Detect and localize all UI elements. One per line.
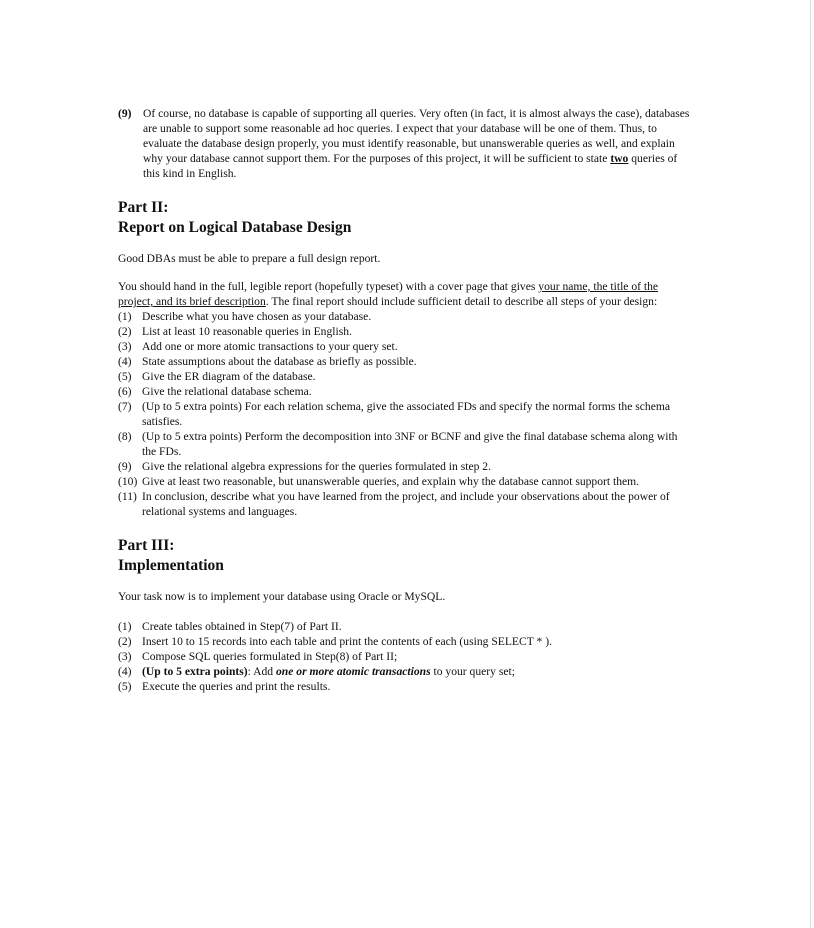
list-item-text: In conclusion, describe what you have learned from the project, and include your observations about the power of relational systems and languages. [142, 490, 670, 518]
list-item-number: (2) [118, 635, 132, 648]
list-item-text: Insert 10 to 15 records into each table and print the contents of each (using SELECT * ). [142, 635, 552, 648]
list-item-text-a: : Add [247, 665, 276, 678]
list-item [118, 399, 690, 429]
list-item [118, 354, 690, 369]
list-item [118, 649, 690, 664]
list-item [118, 489, 690, 519]
part-2-para-b: . The final report should include sufficient detail to describe all steps of your design: [265, 295, 658, 308]
list-item-number: (5) [118, 680, 132, 693]
list-item-text: Describe what you have chosen as your database. [142, 310, 372, 323]
part-2-title: Report on Logical Database Design [118, 219, 352, 236]
list-item-number: (3) [118, 340, 132, 353]
part-3-title: Implementation [118, 557, 224, 574]
list-item [118, 474, 690, 489]
extra-points-label: (Up to 5 extra points) [142, 665, 248, 678]
list-item [118, 309, 690, 324]
part-3-section [118, 536, 690, 694]
item-9-text-c: queries of this kind in English. [143, 152, 678, 180]
list-item-text: (Up to 5 extra points) Perform the decomposition into 3NF or BCNF and give the final database schema along with the FDs. [142, 430, 678, 458]
page-right-border [810, 0, 811, 928]
list-item-number: (4) [118, 665, 132, 678]
item-9-text-a: Of course, no database is capable of supporting all queries. Very often (in fact, it is almost always the case), databases are unable to support some reasonable ad hoc queries. I expect that your database will be one of them. Thus, to evaluate the database design properly, you must identify reasonable, but unanswerable queries as well, and explain why your database cannot support them. For the purposes of this project, it will be sufficient to state [143, 107, 690, 165]
list-item [118, 324, 690, 339]
document-page [118, 106, 690, 694]
part-3-list [118, 619, 690, 694]
item-9-paragraph [118, 106, 690, 181]
list-item [118, 369, 690, 384]
part-2-intro: Good DBAs must be able to prepare a full design report. [118, 252, 381, 265]
list-item-number: (4) [118, 355, 132, 368]
list-item-number: (1) [118, 310, 132, 323]
list-item [118, 634, 690, 649]
list-item [118, 384, 690, 399]
list-item [118, 339, 690, 354]
list-item-number: (6) [118, 385, 132, 398]
part-2-para-a: You should hand in the full, legible report (hopefully typeset) with a cover page that gives [118, 280, 539, 293]
list-item-number: (11) [118, 490, 137, 503]
part-3-intro: Your task now is to implement your database using Oracle or MySQL. [118, 590, 446, 603]
list-item-number: (5) [118, 370, 132, 383]
list-item-text: State assumptions about the database as briefly as possible. [142, 355, 417, 368]
list-item-text: Compose SQL queries formulated in Step(8) of Part II; [142, 650, 398, 663]
list-item-number: (7) [118, 400, 132, 413]
list-item-number: (1) [118, 620, 132, 633]
part-2-para-underlined: your name, the title of the project, and its brief description [118, 280, 659, 308]
list-item-text-b: to your query set; [430, 665, 515, 678]
list-item-text: Give the ER diagram of the database. [142, 370, 316, 383]
list-item [118, 664, 690, 679]
list-item-text: Give the relational algebra expressions for the queries formulated in step 2. [142, 460, 491, 473]
list-item-text: (Up to 5 extra points) For each relation schema, give the associated FDs and specify the normal forms the schema satisfies. [142, 400, 671, 428]
atomic-transactions-emphasis: one or more atomic transactions [275, 665, 431, 678]
list-item-number: (10) [118, 475, 138, 488]
part-3-label: Part III: [118, 537, 175, 554]
part-2-section [118, 198, 690, 519]
list-item [118, 619, 690, 634]
list-item [118, 429, 690, 459]
list-item-text: List at least 10 reasonable queries in English. [142, 325, 352, 338]
item-9-number: (9) [118, 107, 132, 120]
list-item-number: (3) [118, 650, 132, 663]
list-item [118, 679, 690, 694]
list-item-text: Give the relational database schema. [142, 385, 312, 398]
list-item-number: (2) [118, 325, 132, 338]
item-9-emphasis: two [610, 152, 629, 165]
list-item-number: (8) [118, 430, 132, 443]
part-2-label: Part II: [118, 199, 169, 216]
list-item-text: Give at least two reasonable, but unanswerable queries, and explain why the database cannot support them. [142, 475, 640, 488]
part-2-list [118, 309, 690, 519]
list-item [118, 459, 690, 474]
part-2-paragraph [118, 279, 690, 309]
list-item-text: Add one or more atomic transactions to your query set. [142, 340, 398, 353]
list-item-number: (9) [118, 460, 132, 473]
list-item-text: Execute the queries and print the results. [142, 680, 331, 693]
list-item-text: Create tables obtained in Step(7) of Part II. [142, 620, 342, 633]
